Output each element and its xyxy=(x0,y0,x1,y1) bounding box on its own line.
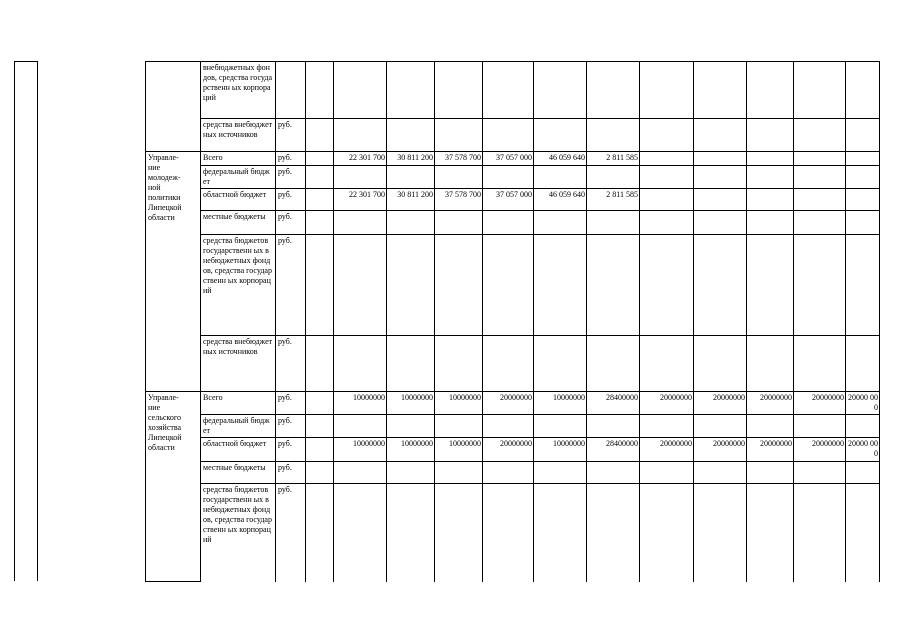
value-cell xyxy=(747,484,794,582)
value-cell xyxy=(747,462,794,484)
value-cell xyxy=(534,211,587,235)
value-cell: 10000000 xyxy=(435,438,483,462)
table-cell xyxy=(534,62,587,119)
value-cell xyxy=(534,336,587,392)
value-cell: 20000000 xyxy=(747,438,794,462)
unit-cell: руб. xyxy=(276,119,306,152)
value-cell xyxy=(306,189,334,211)
table-cell xyxy=(694,62,747,119)
table-row xyxy=(146,211,880,235)
value-cell xyxy=(334,211,387,235)
value-cell xyxy=(483,415,534,438)
table-cell xyxy=(587,62,640,119)
value-cell xyxy=(435,415,483,438)
value-cell xyxy=(387,336,435,392)
table-cell xyxy=(435,62,483,119)
value-cell xyxy=(534,235,587,336)
value-cell xyxy=(306,484,334,582)
value-cell xyxy=(306,462,334,484)
value-cell xyxy=(587,211,640,235)
value-cell: 37 057 000 xyxy=(483,189,534,211)
value-cell: 20000000 xyxy=(794,438,846,462)
unit-cell xyxy=(276,62,306,119)
left-column-border xyxy=(14,61,38,581)
source-cell: средства внебюджетных источников xyxy=(201,336,276,392)
value-cell xyxy=(694,189,747,211)
value-cell: 10000000 xyxy=(435,392,483,415)
value-cell xyxy=(587,166,640,189)
source-cell: федеральный бюджет xyxy=(201,415,276,438)
value-cell xyxy=(334,166,387,189)
table-cell xyxy=(483,62,534,119)
value-cell xyxy=(794,152,846,166)
value-cell xyxy=(334,336,387,392)
unit-cell: руб. xyxy=(276,211,306,235)
table-row xyxy=(146,392,880,415)
table-cell xyxy=(794,119,846,152)
value-cell xyxy=(640,336,694,392)
value-cell xyxy=(846,189,880,211)
unit-cell: руб. xyxy=(276,462,306,484)
value-cell xyxy=(694,235,747,336)
value-cell xyxy=(483,211,534,235)
source-cell: местные бюджеты xyxy=(201,462,276,484)
value-cell xyxy=(794,462,846,484)
table-row xyxy=(146,462,880,484)
value-cell: 30 811 200 xyxy=(387,189,435,211)
table-cell xyxy=(387,119,435,152)
table-cell xyxy=(794,62,846,119)
unit-cell: руб. xyxy=(276,484,306,582)
value-cell: 20000000 xyxy=(747,392,794,415)
table-cell xyxy=(846,62,880,119)
value-cell xyxy=(534,462,587,484)
value-cell xyxy=(747,152,794,166)
value-cell xyxy=(747,336,794,392)
value-cell: 10000000 xyxy=(387,392,435,415)
value-cell xyxy=(483,484,534,582)
value-cell xyxy=(747,189,794,211)
value-cell xyxy=(387,166,435,189)
value-cell xyxy=(387,484,435,582)
unit-cell: руб. xyxy=(276,392,306,415)
value-cell: 20000000 xyxy=(694,438,747,462)
value-cell xyxy=(640,189,694,211)
value-cell xyxy=(640,462,694,484)
agency-cell xyxy=(146,62,201,152)
value-cell xyxy=(694,166,747,189)
value-cell xyxy=(846,484,880,582)
table-cell xyxy=(306,62,334,119)
table-cell xyxy=(747,119,794,152)
value-cell xyxy=(334,415,387,438)
value-cell xyxy=(747,235,794,336)
value-cell xyxy=(534,484,587,582)
value-cell xyxy=(794,211,846,235)
value-cell xyxy=(640,235,694,336)
source-cell: местные бюджеты xyxy=(201,211,276,235)
value-cell: 20000 000 xyxy=(846,392,880,415)
value-cell xyxy=(306,235,334,336)
table-cell xyxy=(483,119,534,152)
value-cell: 10000000 xyxy=(534,392,587,415)
unit-cell: руб. xyxy=(276,415,306,438)
value-cell xyxy=(640,415,694,438)
value-cell: 20000000 xyxy=(483,392,534,415)
source-cell: средства внебюджетных источников xyxy=(201,119,276,152)
table-row xyxy=(146,119,880,152)
value-cell xyxy=(435,211,483,235)
table-cell xyxy=(334,119,387,152)
value-cell xyxy=(334,484,387,582)
value-cell xyxy=(334,462,387,484)
table-cell xyxy=(640,62,694,119)
value-cell xyxy=(387,211,435,235)
value-cell xyxy=(306,152,334,166)
value-cell xyxy=(794,166,846,189)
source-cell: средства бюджетов государственн ых внебюджетных фондов, средства государственн ых корпораций xyxy=(201,484,276,582)
value-cell xyxy=(747,415,794,438)
table-row xyxy=(146,415,880,438)
value-cell: 46 059 640 xyxy=(534,152,587,166)
value-cell xyxy=(846,235,880,336)
value-cell xyxy=(334,235,387,336)
value-cell xyxy=(306,392,334,415)
table-row xyxy=(146,62,880,119)
value-cell: 20000 000 xyxy=(846,438,880,462)
value-cell xyxy=(694,152,747,166)
value-cell xyxy=(747,166,794,189)
value-cell xyxy=(640,152,694,166)
value-cell xyxy=(534,166,587,189)
table-row xyxy=(146,166,880,189)
table-row xyxy=(146,189,880,211)
value-cell xyxy=(435,336,483,392)
value-cell xyxy=(387,462,435,484)
value-cell: 37 057 000 xyxy=(483,152,534,166)
value-cell xyxy=(694,462,747,484)
agency-cell: Управле- ние сельского хозяйства Липецкой области xyxy=(146,392,201,582)
value-cell xyxy=(534,415,587,438)
value-cell xyxy=(435,462,483,484)
value-cell xyxy=(846,415,880,438)
source-cell: Всего xyxy=(201,152,276,166)
table-cell xyxy=(306,119,334,152)
value-cell xyxy=(306,211,334,235)
table-cell xyxy=(334,62,387,119)
value-cell xyxy=(846,152,880,166)
value-cell xyxy=(640,211,694,235)
value-cell xyxy=(794,336,846,392)
value-cell: 20000000 xyxy=(483,438,534,462)
source-cell: областной бюджет xyxy=(201,438,276,462)
value-cell xyxy=(846,336,880,392)
value-cell xyxy=(694,336,747,392)
value-cell: 2 811 585 xyxy=(587,189,640,211)
table-cell xyxy=(846,119,880,152)
unit-cell: руб. xyxy=(276,152,306,166)
value-cell: 30 811 200 xyxy=(387,152,435,166)
value-cell xyxy=(435,166,483,189)
value-cell: 28400000 xyxy=(587,392,640,415)
table-cell xyxy=(387,62,435,119)
value-cell xyxy=(846,462,880,484)
source-cell: областной бюджет xyxy=(201,189,276,211)
value-cell xyxy=(387,415,435,438)
table-cell xyxy=(640,119,694,152)
budget-table xyxy=(145,61,880,582)
unit-cell: руб. xyxy=(276,166,306,189)
unit-cell: руб. xyxy=(276,336,306,392)
table-cell xyxy=(587,119,640,152)
value-cell xyxy=(483,336,534,392)
unit-cell: руб. xyxy=(276,189,306,211)
value-cell xyxy=(587,462,640,484)
value-cell xyxy=(587,235,640,336)
value-cell xyxy=(846,211,880,235)
value-cell xyxy=(694,415,747,438)
value-cell xyxy=(794,189,846,211)
value-cell: 20000000 xyxy=(640,438,694,462)
value-cell: 22 301 700 xyxy=(334,189,387,211)
table-row xyxy=(146,484,880,582)
value-cell: 20000000 xyxy=(694,392,747,415)
value-cell: 28400000 xyxy=(587,438,640,462)
value-cell xyxy=(846,166,880,189)
value-cell xyxy=(306,336,334,392)
unit-cell: руб. xyxy=(276,438,306,462)
value-cell xyxy=(694,211,747,235)
value-cell xyxy=(306,438,334,462)
table-row xyxy=(146,336,880,392)
table-cell xyxy=(694,119,747,152)
value-cell xyxy=(483,235,534,336)
value-cell: 20000000 xyxy=(640,392,694,415)
value-cell xyxy=(387,235,435,336)
value-cell: 10000000 xyxy=(334,392,387,415)
table-row xyxy=(146,235,880,336)
table-row xyxy=(146,152,880,166)
value-cell xyxy=(587,336,640,392)
value-cell: 37 578 700 xyxy=(435,189,483,211)
value-cell: 10000000 xyxy=(334,438,387,462)
table-cell xyxy=(435,119,483,152)
value-cell xyxy=(640,484,694,582)
table-cell xyxy=(747,62,794,119)
value-cell: 10000000 xyxy=(534,438,587,462)
value-cell: 2 811 585 xyxy=(587,152,640,166)
value-cell: 46 059 640 xyxy=(534,189,587,211)
value-cell: 37 578 700 xyxy=(435,152,483,166)
agency-cell: Управле- ние молодеж- ной политики Липецкой области xyxy=(146,152,201,392)
value-cell xyxy=(794,235,846,336)
unit-cell: руб. xyxy=(276,235,306,336)
source-cell: федеральный бюджет xyxy=(201,166,276,189)
value-cell xyxy=(794,484,846,582)
value-cell xyxy=(747,211,794,235)
value-cell: 22 301 700 xyxy=(334,152,387,166)
source-cell: средства бюджетов государственн ых внебюджетных фондов, средства государственн ых корпораций xyxy=(201,235,276,336)
table-row xyxy=(146,438,880,462)
value-cell xyxy=(306,415,334,438)
value-cell xyxy=(435,235,483,336)
value-cell: 20000000 xyxy=(794,392,846,415)
value-cell xyxy=(306,166,334,189)
value-cell xyxy=(483,166,534,189)
value-cell xyxy=(483,462,534,484)
source-cell: Всего xyxy=(201,392,276,415)
value-cell xyxy=(587,415,640,438)
source-cell: внебюджетных фондов, средства государственн ых корпораций xyxy=(201,62,276,119)
value-cell xyxy=(694,484,747,582)
value-cell: 10000000 xyxy=(387,438,435,462)
value-cell xyxy=(794,415,846,438)
value-cell xyxy=(640,166,694,189)
value-cell xyxy=(587,484,640,582)
value-cell xyxy=(435,484,483,582)
table-cell xyxy=(534,119,587,152)
